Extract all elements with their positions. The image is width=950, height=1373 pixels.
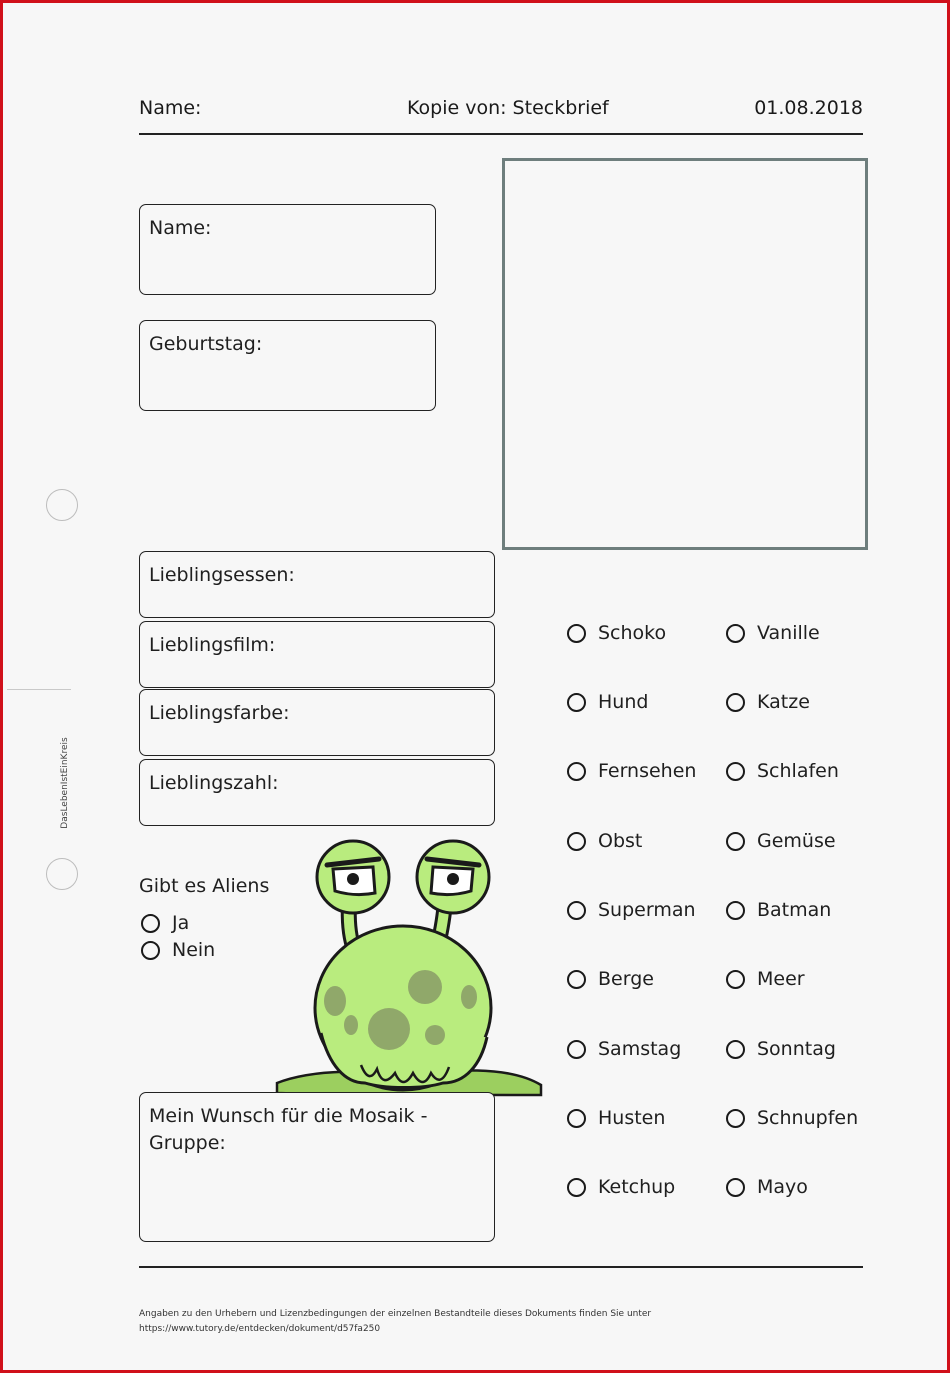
footer-attribution bbox=[139, 1307, 651, 1337]
choice-option[interactable] bbox=[726, 897, 831, 923]
punch-hole-mark bbox=[46, 489, 78, 521]
choice-label: Superman bbox=[598, 899, 696, 921]
choice-label: Schlafen bbox=[757, 760, 839, 782]
choice-label: Obst bbox=[598, 830, 643, 852]
footer-link[interactable]: https://www.tutory.de/entdecken/dokument/d57fa250 bbox=[139, 1324, 381, 1334]
aliens-option-label: Nein bbox=[172, 939, 216, 961]
radio-circle-icon[interactable] bbox=[567, 693, 586, 712]
aliens-option-label: Ja bbox=[172, 912, 190, 934]
choice-label: Meer bbox=[757, 968, 805, 990]
favorite-number-label: Lieblingszahl: bbox=[149, 772, 279, 794]
choice-option[interactable] bbox=[726, 1105, 858, 1131]
birthday-field[interactable] bbox=[139, 320, 436, 411]
choice-option[interactable] bbox=[726, 1174, 808, 1200]
radio-circle-icon[interactable] bbox=[567, 970, 586, 989]
radio-circle-icon[interactable] bbox=[567, 1109, 586, 1128]
fold-mark bbox=[7, 689, 71, 690]
document-title: Kopie von: Steckbrief bbox=[407, 97, 609, 119]
alien-mascot-illustration bbox=[273, 833, 545, 1103]
header-rule bbox=[139, 133, 863, 135]
birthday-field-label: Geburtstag: bbox=[149, 333, 263, 355]
choice-label: Samstag bbox=[598, 1038, 682, 1060]
choice-label: Batman bbox=[757, 899, 832, 921]
choice-option[interactable] bbox=[726, 966, 805, 992]
radio-circle-icon[interactable] bbox=[567, 1178, 586, 1197]
choice-label: Schoko bbox=[598, 622, 667, 644]
choice-option[interactable] bbox=[567, 758, 696, 784]
choice-option[interactable] bbox=[567, 1105, 665, 1131]
choice-label: Vanille bbox=[757, 622, 820, 644]
footer-rule bbox=[139, 1266, 863, 1268]
choice-option[interactable] bbox=[567, 828, 642, 854]
radio-circle-icon[interactable] bbox=[726, 901, 745, 920]
choice-option[interactable] bbox=[726, 620, 820, 646]
favorite-color-field[interactable] bbox=[139, 689, 495, 756]
aliens-question: Gibt es Aliens bbox=[139, 875, 270, 897]
choice-option[interactable] bbox=[726, 1036, 836, 1062]
choice-option[interactable] bbox=[726, 758, 839, 784]
choice-option[interactable] bbox=[567, 966, 654, 992]
radio-circle-icon[interactable] bbox=[726, 970, 745, 989]
name-field[interactable] bbox=[139, 204, 436, 295]
radio-circle-icon[interactable] bbox=[726, 762, 745, 781]
choice-option[interactable] bbox=[567, 620, 666, 646]
favorite-color-label: Lieblingsfarbe: bbox=[149, 702, 290, 724]
radio-circle-icon[interactable] bbox=[726, 1040, 745, 1059]
photo-box[interactable] bbox=[502, 158, 868, 550]
footer-line: Angaben zu den Urhebern und Lizenzbedingungen der einzelnen Bestandteile dieses Dokuments finden Sie unter bbox=[139, 1309, 652, 1319]
favorite-number-field[interactable] bbox=[139, 759, 495, 826]
favorite-food-label: Lieblingsessen: bbox=[149, 564, 295, 586]
wish-field[interactable] bbox=[139, 1092, 495, 1242]
favorite-film-label: Lieblingsfilm: bbox=[149, 634, 276, 656]
favorite-food-field[interactable] bbox=[139, 551, 495, 618]
radio-circle-icon[interactable] bbox=[726, 624, 745, 643]
radio-circle-icon[interactable] bbox=[726, 1109, 745, 1128]
choice-label: Berge bbox=[598, 968, 654, 990]
document-date: 01.08.2018 bbox=[754, 97, 863, 119]
choice-label: Husten bbox=[598, 1107, 666, 1129]
choice-label: Mayo bbox=[757, 1176, 808, 1198]
radio-circle-icon[interactable] bbox=[567, 762, 586, 781]
radio-circle-icon[interactable] bbox=[141, 941, 160, 960]
page-header bbox=[139, 97, 863, 123]
choice-option[interactable] bbox=[567, 1174, 675, 1200]
choice-label: Fernsehen bbox=[598, 760, 697, 782]
wish-field-label: Mein Wunsch für die Mosaik - Gruppe: bbox=[149, 1105, 428, 1154]
choice-option[interactable] bbox=[567, 689, 648, 715]
choice-label: Katze bbox=[757, 691, 810, 713]
radio-circle-icon[interactable] bbox=[726, 693, 745, 712]
choice-label: Sonntag bbox=[757, 1038, 836, 1060]
radio-circle-icon[interactable] bbox=[726, 832, 745, 851]
name-field-label: Name: bbox=[149, 217, 212, 239]
choice-label: Schnupfen bbox=[757, 1107, 859, 1129]
radio-circle-icon[interactable] bbox=[726, 1178, 745, 1197]
choice-label: Ketchup bbox=[598, 1176, 676, 1198]
choice-option[interactable] bbox=[567, 897, 696, 923]
favorite-film-field[interactable] bbox=[139, 621, 495, 688]
radio-circle-icon[interactable] bbox=[567, 1040, 586, 1059]
choice-option[interactable] bbox=[726, 828, 836, 854]
radio-circle-icon[interactable] bbox=[567, 624, 586, 643]
side-watermark-text: DasLebenIstEinKreis bbox=[60, 737, 70, 829]
aliens-option-yes[interactable] bbox=[141, 910, 189, 936]
aliens-option-no[interactable] bbox=[141, 937, 215, 963]
radio-circle-icon[interactable] bbox=[567, 901, 586, 920]
punch-hole-mark bbox=[46, 858, 78, 890]
radio-circle-icon[interactable] bbox=[567, 832, 586, 851]
choice-label: Hund bbox=[598, 691, 649, 713]
choice-label: Gemüse bbox=[757, 830, 836, 852]
radio-circle-icon[interactable] bbox=[141, 914, 160, 933]
choice-option[interactable] bbox=[567, 1036, 681, 1062]
choice-option[interactable] bbox=[726, 689, 810, 715]
header-name-label: Name: bbox=[139, 97, 202, 119]
